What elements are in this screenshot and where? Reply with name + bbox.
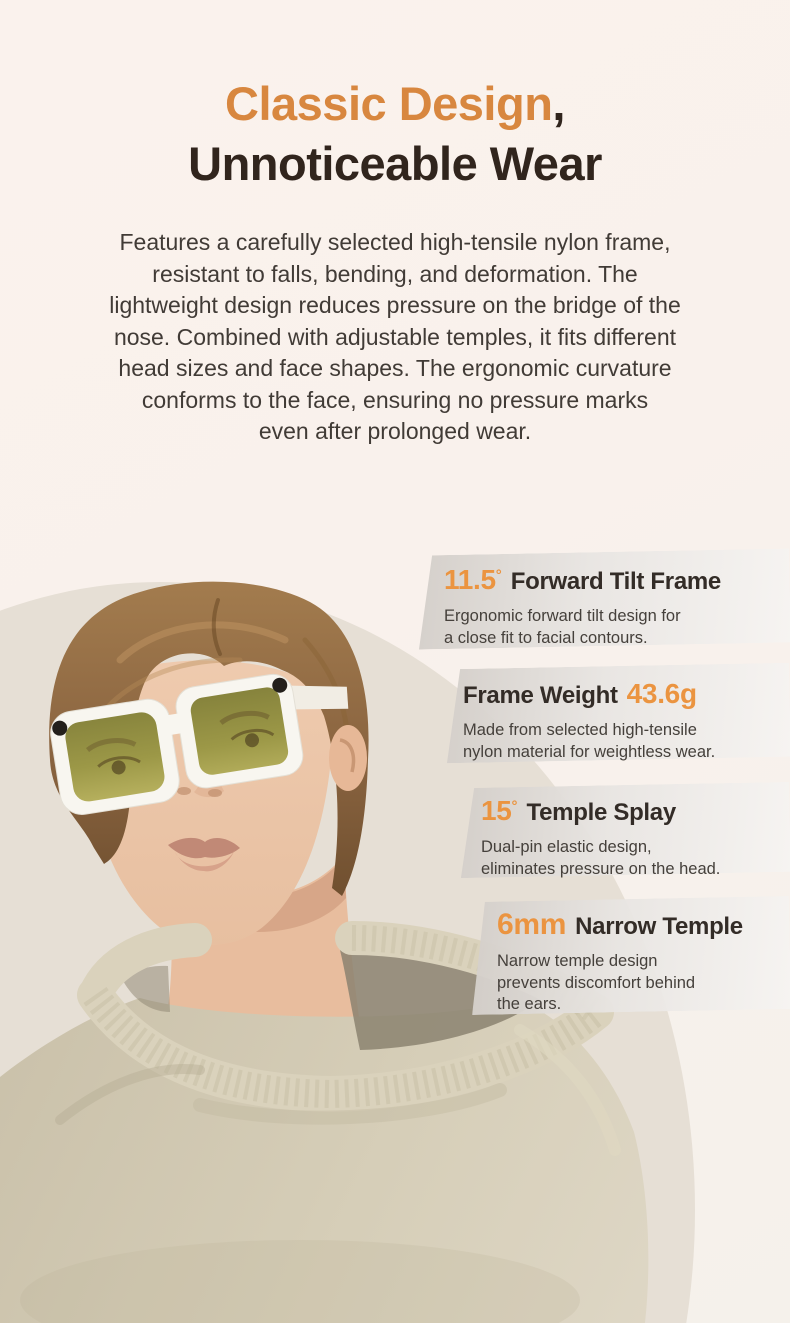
callout-desc-line: the ears. (497, 995, 562, 1013)
intro-line: resistant to falls, bending, and deformation. The (152, 260, 638, 287)
intro-paragraph (0, 227, 790, 448)
callout-forward-tilt (418, 552, 790, 646)
callout-label: Narrow Temple (575, 913, 743, 940)
callout-desc-line: Made from selected high-tensile (463, 721, 697, 739)
lens-right (189, 686, 290, 777)
callout-value: 6mm (497, 908, 567, 941)
callout-desc-line: prevents discomfort behind (497, 973, 696, 992)
callout-description (444, 606, 790, 649)
lens-left (63, 710, 166, 803)
callout-frame-weight (446, 666, 790, 760)
callout-description (481, 837, 790, 880)
title-comma: , (552, 77, 565, 130)
callout-value: 43.6g (626, 678, 697, 709)
intro-line: conforms to the face, ensuring no pressure marks (141, 386, 649, 413)
nostril-left (177, 787, 191, 795)
callout-value: 15 (481, 795, 512, 826)
callout-value: 11.5 (444, 564, 496, 595)
callout-temple-splay (460, 785, 790, 878)
intro-line: nose. Combined with adjustable temples, it fits different (113, 323, 677, 350)
callout-label: Temple Splay (526, 799, 676, 826)
intro-line: Features a carefully selected high-tensile nylon frame, (119, 229, 671, 255)
callout-desc-line: Ergonomic forward tilt design for (444, 607, 681, 625)
degree-symbol: ° (495, 567, 502, 584)
callout-desc-line: Narrow temple design (497, 952, 658, 970)
degree-symbol: ° (511, 798, 518, 815)
intro-line: lightweight design reduces pressure on the bridge of the (109, 292, 681, 318)
page-title (0, 74, 790, 194)
callout-desc-line: Dual-pin elastic design, (481, 838, 652, 856)
ear (329, 725, 367, 791)
callout-title (463, 677, 790, 716)
callout-desc-line: nylon material for weightless wear. (463, 742, 716, 761)
callout-description (463, 720, 790, 763)
callout-title (444, 563, 790, 602)
callout-title (497, 908, 790, 947)
callout-title (481, 794, 790, 833)
title-line1 (0, 74, 790, 134)
title-accent-text: Classic Design (225, 77, 553, 130)
callout-label: Frame Weight (463, 682, 618, 709)
title-line2: Unnoticeable Wear (188, 137, 602, 190)
intro-line: even after prolonged wear. (258, 418, 532, 444)
nostril-right (208, 789, 222, 797)
callout-desc-line: eliminates pressure on the head. (481, 859, 721, 878)
intro-line: head sizes and face shapes. The ergonomic curvature (118, 355, 672, 381)
callout-label: Forward Tilt Frame (510, 568, 721, 595)
callout-description (497, 951, 790, 1016)
callout-narrow-temple (471, 899, 790, 1012)
callout-desc-line: a close fit to facial contours. (444, 628, 648, 647)
